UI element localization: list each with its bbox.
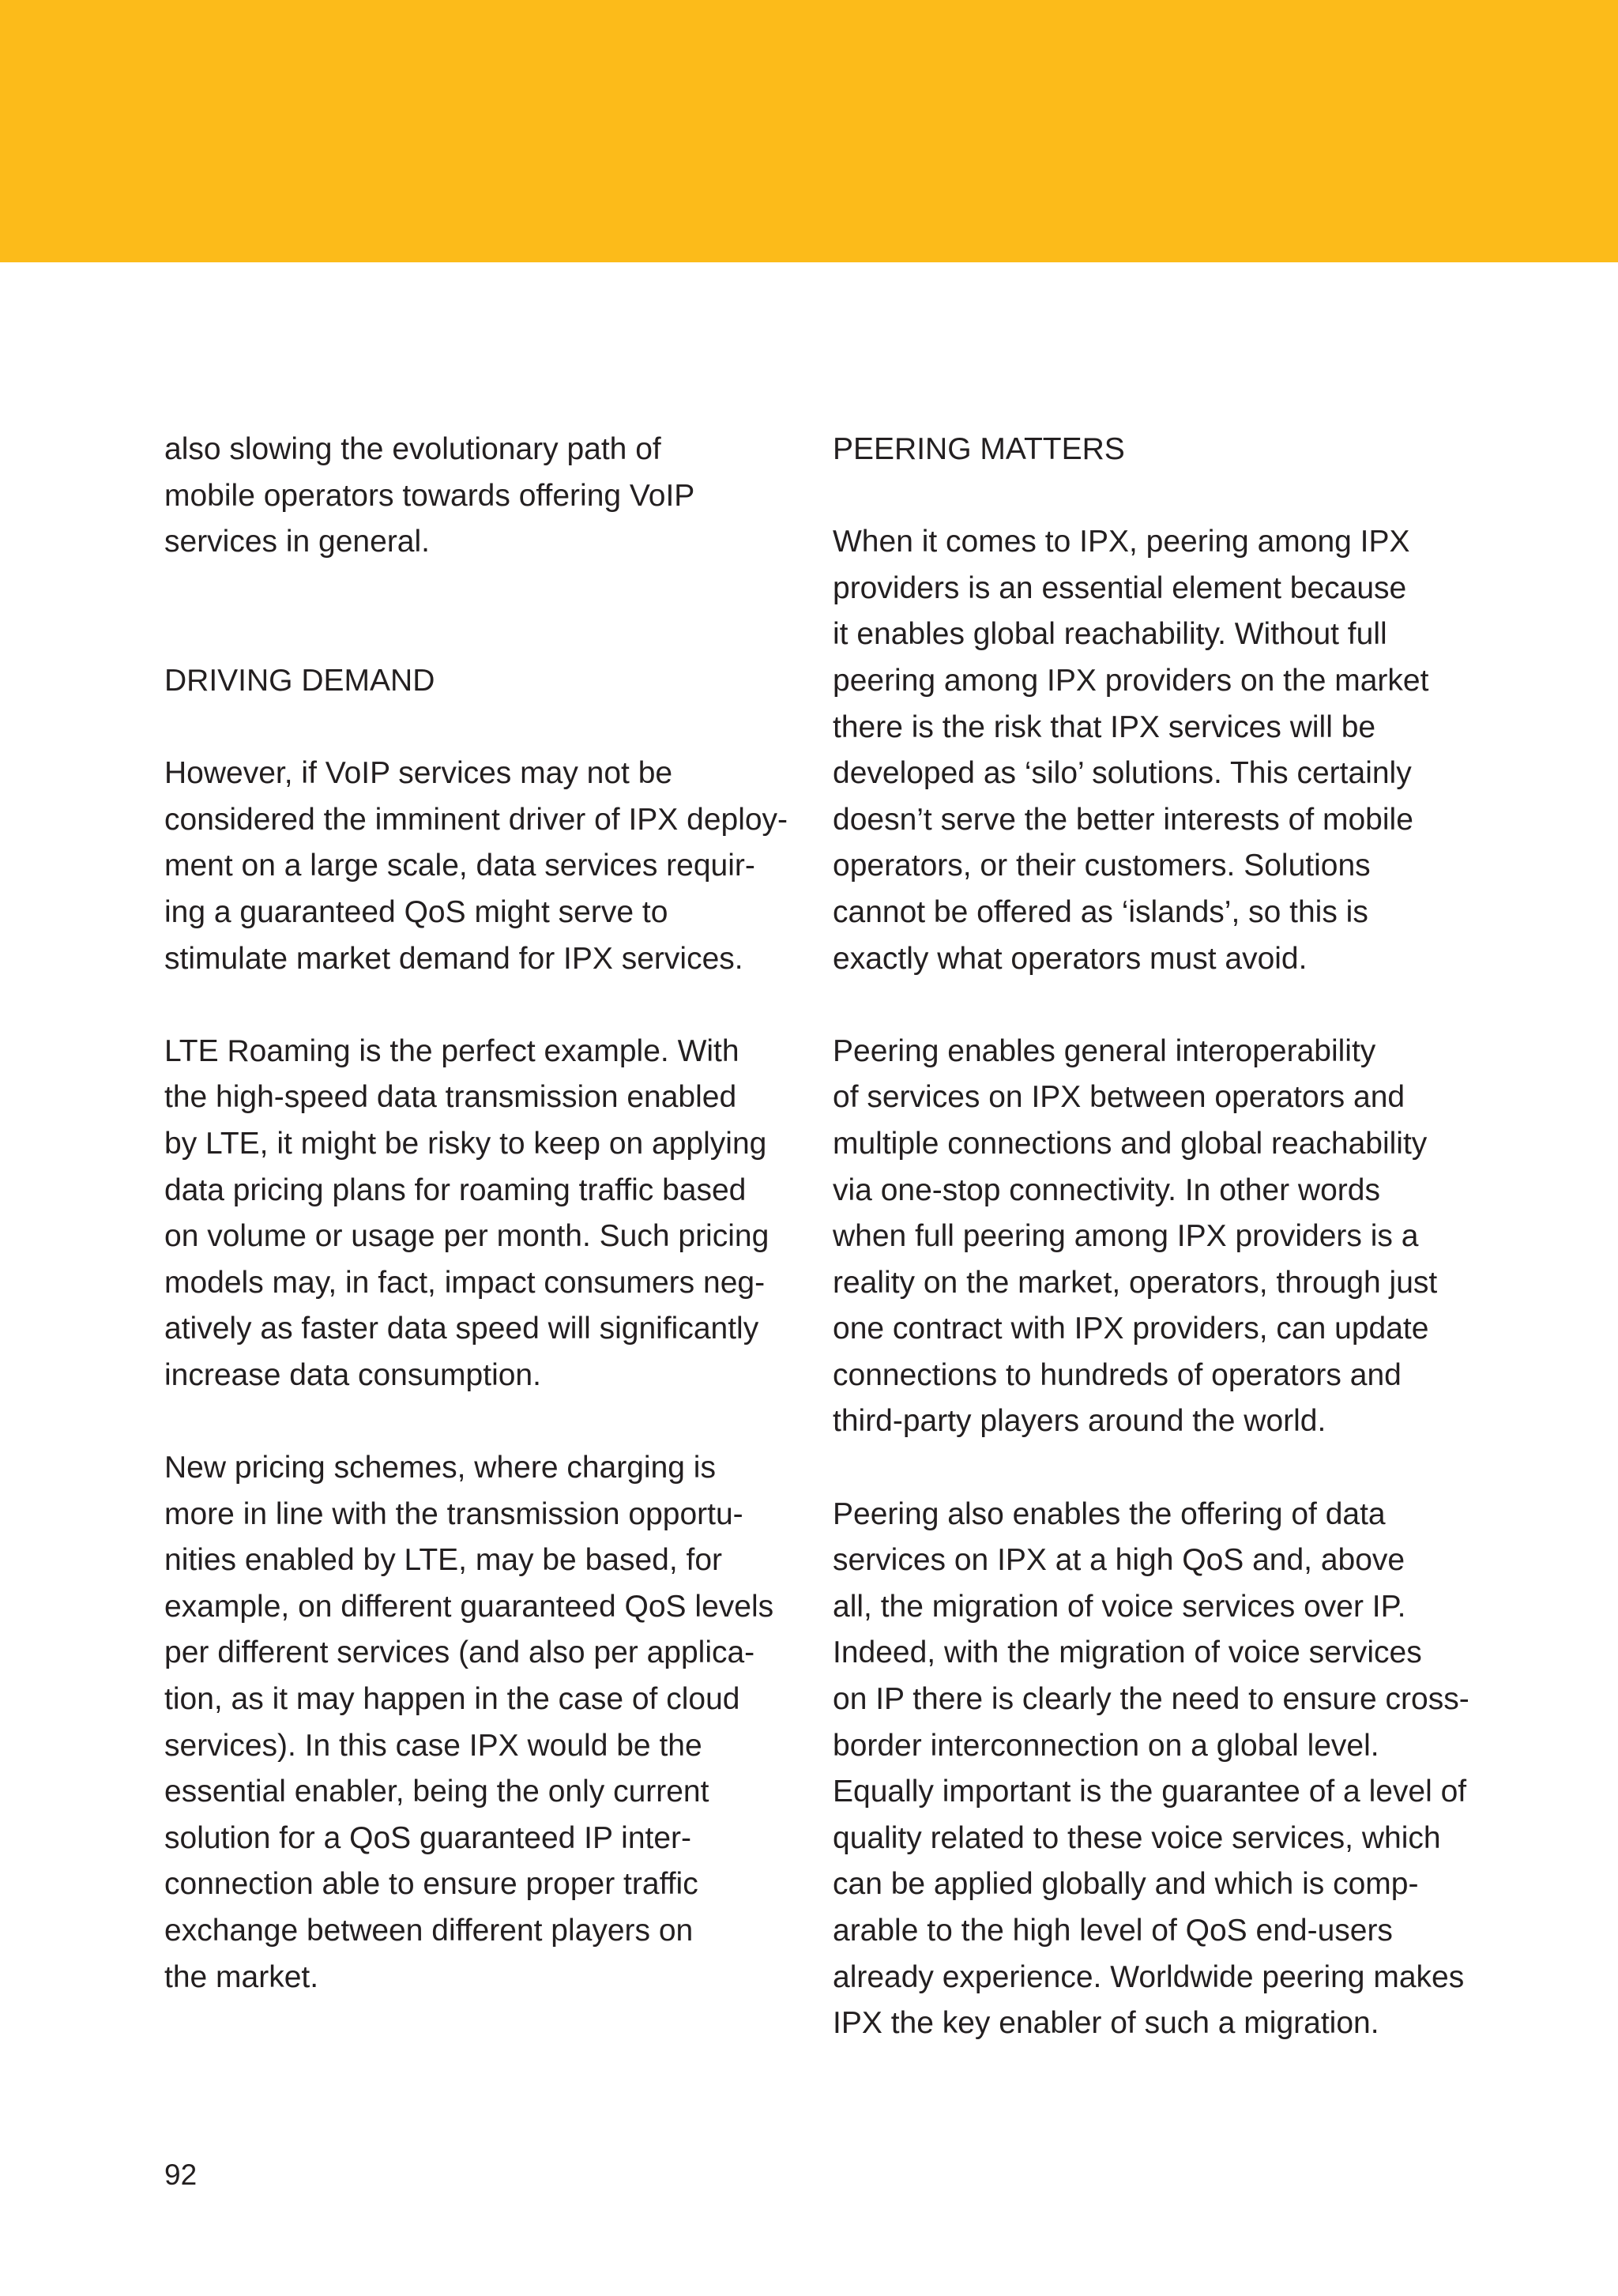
text-line: by LTE, it might be risky to keep on applying	[164, 1126, 767, 1161]
text-line: can be applied globally and which is comp-	[833, 1867, 1419, 1902]
spacer	[164, 566, 796, 658]
spacer	[164, 705, 796, 751]
page-number: 92	[164, 2159, 198, 2191]
text-line: nities enabled by LTE, may be based, for	[164, 1543, 723, 1578]
text-line: Equally important is the guarantee of a level of	[833, 1775, 1467, 1809]
text-line: cannot be offered as ‘islands’, so this is	[833, 894, 1368, 929]
text-line: tion, as it may happen in the case of cloud	[164, 1682, 740, 1717]
spacer	[833, 982, 1465, 1029]
text-line: on volume or usage per month. Such pricing	[164, 1219, 769, 1254]
text-line: example, on different guaranteed QoS levels	[164, 1589, 774, 1624]
text-line: However, if VoIP services may not be	[164, 756, 673, 791]
spacer	[833, 1445, 1465, 1492]
text-line: considered the imminent driver of IPX deploy-	[164, 802, 788, 837]
paragraph-lte-roaming	[164, 1029, 796, 1399]
spacer	[164, 982, 796, 1029]
text-line: the market.	[164, 1959, 319, 1994]
text-line: connection able to ensure proper traffic	[164, 1867, 698, 1902]
left-column	[164, 427, 796, 2001]
text-line: Peering also enables the offering of data	[833, 1496, 1386, 1531]
text-line: Peering enables general interoperability	[833, 1033, 1376, 1068]
paragraph-voip-driver	[164, 751, 796, 982]
text-line: it enables global reachability. Without full	[833, 617, 1387, 652]
spacer	[833, 473, 1465, 520]
header-color-band	[0, 0, 1618, 262]
paragraph-peering-essential	[833, 519, 1465, 982]
text-line: multiple connections and global reachability	[833, 1126, 1428, 1161]
section-heading-peering-matters: PEERING MATTERS	[833, 432, 1125, 466]
spacer	[164, 1398, 796, 1445]
text-line: data pricing plans for roaming traffic based	[164, 1172, 747, 1207]
text-line: quality related to these voice services, which	[833, 1820, 1441, 1855]
text-line: Indeed, with the migration of voice services	[833, 1635, 1422, 1670]
text-line: reality on the market, operators, through just	[833, 1265, 1438, 1300]
text-line: ment on a large scale, data services requir-	[164, 849, 755, 883]
section-heading-driving-demand: DRIVING DEMAND	[164, 663, 435, 698]
text-line: services on IPX at a high QoS and, above	[833, 1543, 1405, 1578]
text-line: already experience. Worldwide peering makes	[833, 1959, 1465, 1994]
paragraph-interoperability	[833, 1029, 1465, 1445]
text-line: LTE Roaming is the perfect example. With	[164, 1033, 739, 1068]
text-line: exchange between different players on	[164, 1914, 694, 1948]
text-line: services in general.	[164, 525, 430, 559]
text-line: atively as faster data speed will significantly	[164, 1312, 759, 1346]
text-line: developed as ‘silo’ solutions. This certainly	[833, 756, 1412, 791]
paragraph-pricing-schemes	[164, 1445, 796, 2001]
text-line: there is the risk that IPX services will be	[833, 710, 1376, 744]
text-line: border interconnection on a global level.	[833, 1728, 1379, 1763]
text-line: essential enabler, being the only current	[164, 1775, 709, 1809]
text-line: third-party players around the world.	[833, 1404, 1326, 1439]
text-line: arable to the high level of QoS end-users	[833, 1914, 1393, 1948]
text-line: providers is an essential element because	[833, 570, 1407, 605]
text-line: via one-stop connectivity. In other words	[833, 1172, 1380, 1207]
text-line: When it comes to IPX, peering among IPX	[833, 525, 1410, 559]
text-line: exactly what operators must avoid.	[833, 941, 1308, 976]
text-line: peering among IPX providers on the market	[833, 663, 1429, 698]
text-line: ing a guaranteed QoS might serve to	[164, 894, 668, 929]
text-line: per different services (and also per applica-	[164, 1635, 755, 1670]
text-line: stimulate market demand for IPX services.	[164, 941, 743, 976]
right-column	[833, 427, 1469, 2047]
paragraph-voice-migration	[833, 1492, 1469, 2047]
text-line: of services on IPX between operators and	[833, 1080, 1405, 1115]
text-line: all, the migration of voice services over IP.	[833, 1589, 1406, 1624]
text-line: on IP there is clearly the need to ensure cross-	[833, 1682, 1469, 1717]
text-line: operators, or their customers. Solutions	[833, 849, 1371, 883]
text-line: doesn’t serve the better interests of mobile	[833, 802, 1413, 837]
intro-paragraph	[164, 427, 796, 566]
text-line: solution for a QoS guaranteed IP inter-	[164, 1820, 692, 1855]
text-line: connections to hundreds of operators and	[833, 1357, 1402, 1392]
text-line: when full peering among IPX providers is a	[833, 1219, 1419, 1254]
text-line: IPX the key enabler of such a migration.	[833, 2006, 1379, 2041]
text-line: New pricing schemes, where charging is	[164, 1451, 716, 1485]
text-line: one contract with IPX providers, can update	[833, 1312, 1429, 1346]
text-line: the high-speed data transmission enabled	[164, 1080, 737, 1115]
text-line: more in line with the transmission opportu-	[164, 1496, 743, 1531]
text-line: increase data consumption.	[164, 1357, 541, 1392]
text-line: also slowing the evolutionary path of	[164, 432, 661, 466]
text-line: services). In this case IPX would be the	[164, 1728, 702, 1763]
text-line: mobile operators towards offering VoIP	[164, 478, 695, 513]
text-line: models may, in fact, impact consumers neg-	[164, 1265, 766, 1300]
